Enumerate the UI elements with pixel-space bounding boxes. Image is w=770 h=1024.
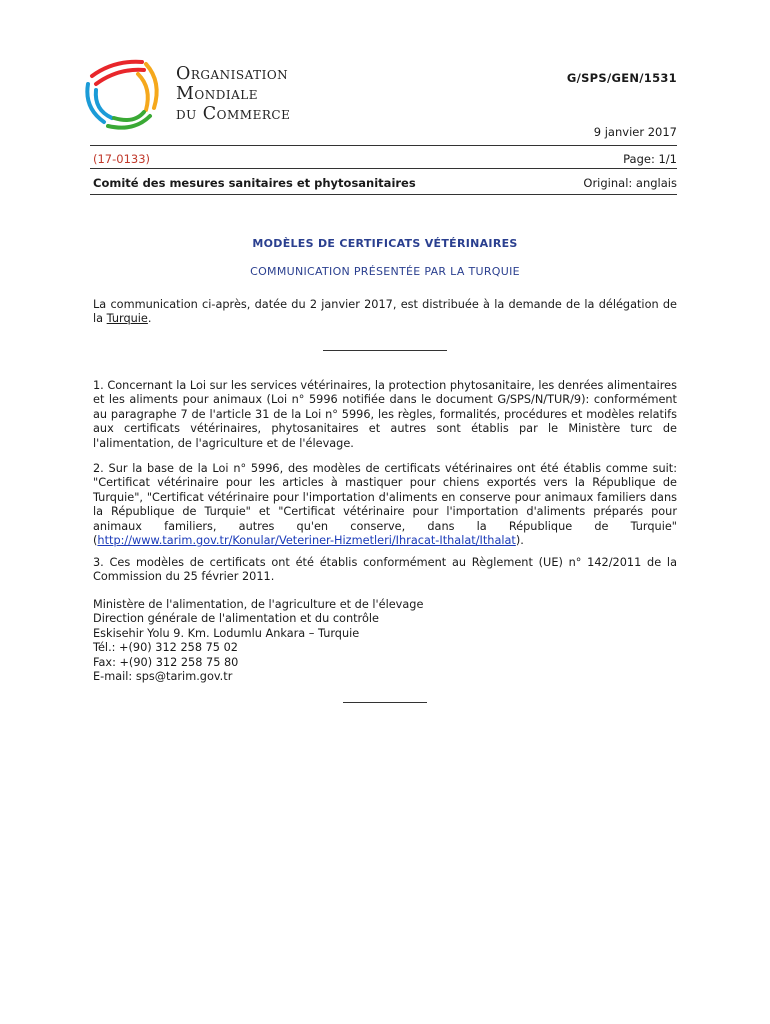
intro-country: Turquie xyxy=(106,312,148,326)
logo-line-1: Organisation xyxy=(176,64,289,84)
separator-top xyxy=(323,350,447,351)
address-line-2: Direction générale de l'alimentation et du contrôle xyxy=(93,612,379,626)
paragraph-3: 3. Ces modèles de certificats ont été établis conformément au Règlement (UE) n° 142/2011 de la Commission du 25 février 2011. xyxy=(93,556,677,584)
document-date: 9 janvier 2017 xyxy=(593,125,677,139)
logo-line-2: Mondiale xyxy=(176,84,259,104)
page-info: Page: 1/1 xyxy=(623,152,677,166)
paragraph-2-end: ). xyxy=(515,534,524,548)
header-rule-middle xyxy=(90,168,677,169)
contact-address xyxy=(93,598,423,684)
intro-text: La communication ci-après, datée du 2 janvier 2017, est distribuée à la demande de la délégation de la xyxy=(93,298,677,326)
paragraph-1: 1. Concernant la Loi sur les services vétérinaires, la protection phytosanitaire, les denrées alimentaires et les aliments pour animaux (Loi n° 5996 notifiée dans le document G/SPS/N/TUR/9): conformément au paragraphe 7 de l'article 31 de la Loi n° 5996, les règles, formalités, procédures et modèles relatifs aux certificats vétérinaires, phytosanitaires et autres sont établis par le Ministère turc de l'alimentation, de l'agriculture et de l'élevage. xyxy=(93,379,677,450)
header-rule-bottom xyxy=(90,194,677,195)
address-line-1: Ministère de l'alimentation, de l'agriculture et de l'élevage xyxy=(93,598,424,611)
intro-end: . xyxy=(147,312,152,326)
intro-paragraph xyxy=(93,298,677,327)
document-reference: G/SPS/GEN/1531 xyxy=(566,71,677,85)
paragraph-2 xyxy=(93,462,677,548)
page-title: MODÈLES DE CERTIFICATS VÉTÉRINAIRES xyxy=(252,237,518,250)
address-tel: Tél.: +(90) 312 258 75 02 xyxy=(93,641,238,655)
address-fax: Fax: +(90) 312 258 75 80 xyxy=(93,655,239,669)
committee-name: Comité des mesures sanitaires et phytosanitaires xyxy=(93,176,416,190)
tarim-link[interactable]: http://www.tarim.gov.tr/Konular/Veteriner-Hizmetleri/Ihracat-Ithalat/Ithalat xyxy=(97,534,516,548)
wto-logo-icon xyxy=(84,56,168,132)
document-code: (17-0133) xyxy=(93,152,151,166)
paragraph-2-text: 2. Sur la base de la Loi n° 5996, des modèles de certificats vétérinaires ont été établis comme suit: "Certificat vétérinaire pour les articles à mastiquer pour chiens exportés vers la République de Turquie", "Certificat vétérinaire pour l'importation d'aliments en conserve pour animaux familiers dans la République de Turquie" et "Certificat vétérinaire pour l'importation d'aliments préparés pour animaux familiers, autres qu'en conserve, dans la République de Turquie" ( xyxy=(93,462,677,548)
original-language: Original: anglais xyxy=(583,176,677,190)
wto-logo-text xyxy=(176,64,290,124)
wto-logo xyxy=(84,56,334,132)
separator-bottom xyxy=(343,702,427,703)
address-line-3: Eskisehir Yolu 9. Km. Lodumlu Ankara – Turquie xyxy=(93,626,360,640)
logo-line-3: du Commerce xyxy=(176,104,291,124)
page-subtitle: COMMUNICATION PRÉSENTÉE PAR LA TURQUIE xyxy=(250,265,520,278)
header-rule-top xyxy=(90,145,677,146)
address-email: E-mail: sps@tarim.gov.tr xyxy=(93,670,233,684)
